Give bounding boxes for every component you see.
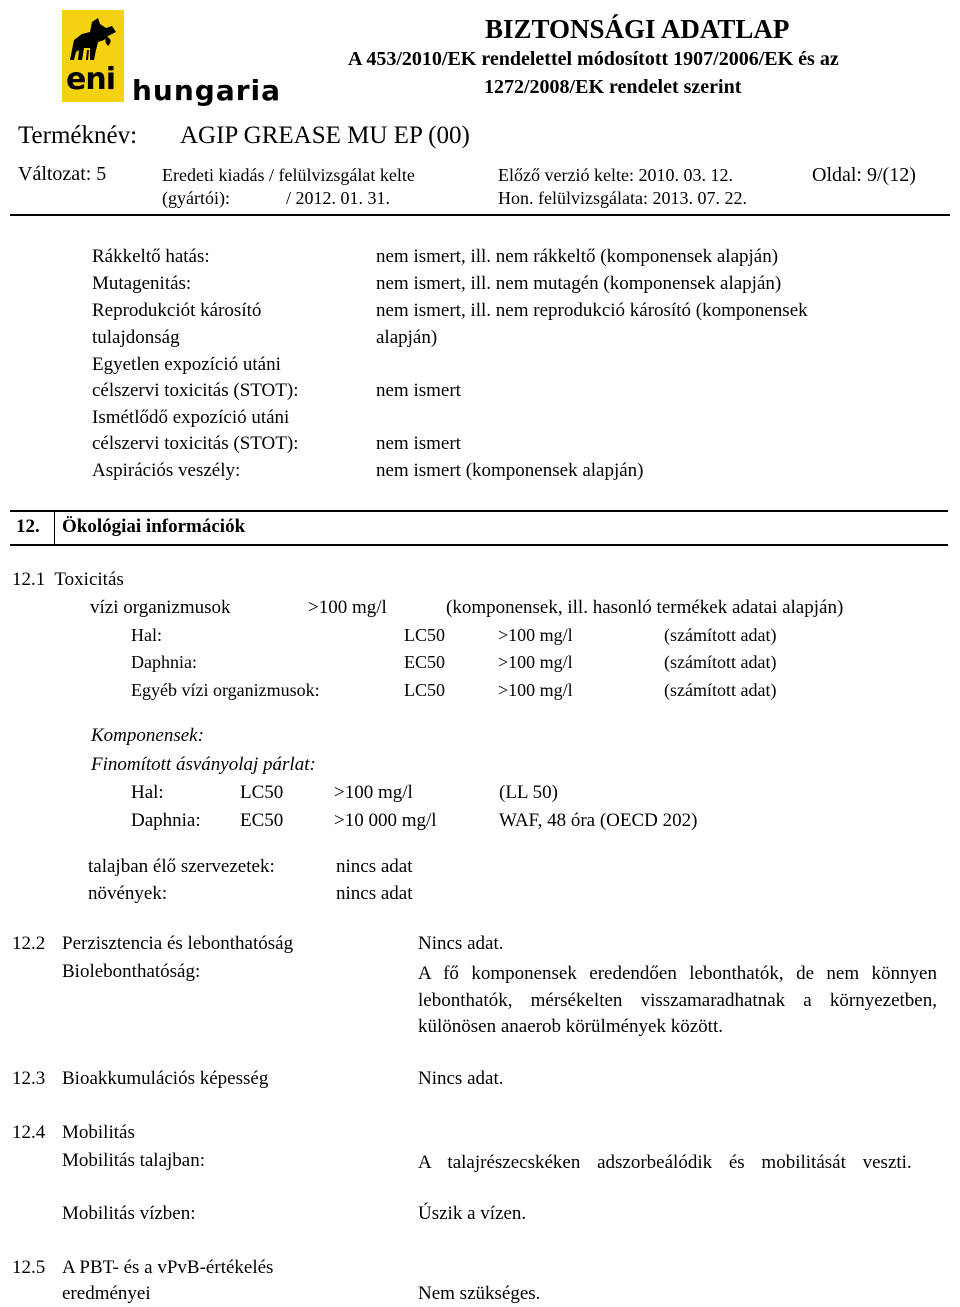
- comp-row-type-1: EC50: [240, 810, 284, 831]
- tox-value-1: nem ismert, ill. nem mutagén (komponensek alapján): [376, 273, 782, 294]
- brand-name: hungaria: [132, 74, 282, 107]
- tox-label-5: célszervi toxicitás (STOT):: [92, 380, 299, 401]
- tox-row-note-1: (számított adat): [664, 652, 777, 672]
- six-legged-dog-icon: [62, 10, 124, 70]
- tox-row-type-2: LC50: [404, 680, 446, 700]
- s125-title-2: eredményei: [62, 1283, 151, 1304]
- refined-label: Finomított ásványolaj párlat:: [91, 754, 316, 775]
- hun-review: Hon. felülvizsgálata: 2013. 07. 22.: [498, 188, 747, 208]
- tox-label-0: Rákkeltő hatás:: [92, 246, 210, 267]
- s125-title-1: A PBT- és a vPvB-értékelés: [62, 1257, 274, 1278]
- tox-row-note-2: (számított adat): [664, 680, 777, 700]
- s123-number: 12.3: [12, 1068, 46, 1089]
- comp-row-name-1: Daphnia:: [131, 810, 201, 831]
- tox-row-value-1: >100 mg/l: [498, 652, 573, 672]
- orig-issue-line1: Eredeti kiadás / felülvizsgálat kelte: [162, 165, 415, 185]
- comp-row-note-1: WAF, 48 óra (OECD 202): [499, 810, 698, 831]
- mobility-water-label: Mobilitás vízben:: [62, 1203, 196, 1224]
- s125-value: Nem szükséges.: [418, 1283, 541, 1304]
- s121-heading: 12.1 Toxicitás: [12, 569, 124, 590]
- tox-label-6: Ismétlődő expozíció utáni: [92, 407, 290, 428]
- bio-text: A fő komponensek eredendően lebonthatók, de nem könnyen lebonthatók, mérsékelten visszamaradhatnak a környezetben, különösen anaerob körülmények között.: [418, 963, 937, 1037]
- comp-row-value-0: >100 mg/l: [334, 782, 413, 803]
- orig-issue-label2: (gyártói):: [162, 188, 230, 208]
- tox-row-name-0: Hal:: [131, 625, 162, 645]
- doc-title: BIZTONSÁGI ADATLAP: [485, 14, 790, 44]
- section-12-title: Ökológiai információk: [62, 516, 246, 537]
- s123-title: Bioakkumulációs képesség: [62, 1068, 269, 1089]
- product-label: Terméknév:: [18, 122, 138, 149]
- tox-row-name-1: Daphnia:: [131, 652, 197, 672]
- section-12-number: 12.: [16, 516, 40, 537]
- tox-label-3: tulajdonság: [92, 327, 180, 348]
- tox-value-0: nem ismert, ill. nem rákkeltő (komponensek alapján): [376, 246, 779, 267]
- eni-logo: [62, 10, 124, 102]
- comp-row-name-0: Hal:: [131, 782, 164, 803]
- tox-row-value-0: >100 mg/l: [498, 625, 573, 645]
- soil-label: talajban élő szervezetek:: [88, 856, 275, 877]
- s122-value: Nincs adat.: [418, 933, 504, 954]
- tox-row-name-2: Egyéb vízi organizmusok:: [131, 680, 320, 700]
- comp-row-value-1: >10 000 mg/l: [334, 810, 437, 831]
- tox-value-5: nem ismert: [376, 433, 461, 454]
- bio-label: Biolebonthatóság:: [62, 961, 201, 982]
- s125-number: 12.5: [12, 1257, 46, 1278]
- tox-value-2: nem ismert, ill. nem reprodukció károsító (komponensek: [376, 300, 808, 321]
- tox-value-4: nem ismert: [376, 380, 461, 401]
- plants-value: nincs adat: [336, 883, 413, 904]
- product-name: AGIP GREASE MU EP (00): [180, 122, 470, 149]
- logo-text: eni: [66, 62, 115, 97]
- aquatic-note: (komponensek, ill. hasonló termékek adatai alapján): [446, 597, 844, 618]
- tox-label-1: Mutagenitás:: [92, 273, 192, 294]
- doc-subtitle-1: A 453/2010/EK rendelettel módosított 1907/2006/EK és az: [348, 48, 839, 70]
- plants-label: növények:: [88, 883, 168, 904]
- components-label: Komponensek:: [91, 725, 204, 746]
- tox-label-8: Aspirációs veszély:: [92, 460, 241, 481]
- mobility-soil-label: Mobilitás talajban:: [62, 1150, 206, 1171]
- prev-version: Előző verzió kelte: 2010. 03. 12.: [498, 165, 733, 185]
- tox-label-2: Reprodukciót károsító: [92, 300, 262, 321]
- tox-label-7: célszervi toxicitás (STOT):: [92, 433, 299, 454]
- tox-value-6: nem ismert (komponensek alapján): [376, 460, 644, 481]
- tox-row-note-0: (számított adat): [664, 625, 777, 645]
- tox-label-4: Egyetlen expozíció utáni: [92, 354, 281, 375]
- header-rule: [10, 214, 950, 216]
- tox-row-type-1: EC50: [404, 652, 446, 672]
- s124-title: Mobilitás: [62, 1122, 135, 1143]
- s124-number: 12.4: [12, 1122, 46, 1143]
- doc-subtitle-2: 1272/2008/EK rendelet szerint: [484, 76, 742, 98]
- comp-row-note-0: (LL 50): [499, 782, 558, 803]
- mobility-water-text: Úszik a vízen.: [418, 1203, 527, 1224]
- orig-issue-date: / 2012. 01. 31.: [286, 188, 391, 208]
- tox-row-type-0: LC50: [404, 625, 446, 645]
- version: Változat: 5: [18, 163, 107, 185]
- aquatic-value: >100 mg/l: [308, 597, 387, 618]
- s122-title: Perzisztencia és lebonthatóság: [62, 933, 294, 954]
- mobility-soil-text: A talajrészecskéken adszorbeálódik és mobilitását veszti.: [418, 1152, 912, 1173]
- s122-number: 12.2: [12, 933, 46, 954]
- tox-value-3: alapján): [376, 327, 438, 348]
- soil-value: nincs adat: [336, 856, 413, 877]
- page-number: Oldal: 9/(12): [812, 164, 916, 186]
- s123-value: Nincs adat.: [418, 1068, 504, 1089]
- tox-row-value-2: >100 mg/l: [498, 680, 573, 700]
- comp-row-type-0: LC50: [240, 782, 284, 803]
- aquatic-label: vízi organizmusok: [90, 597, 231, 618]
